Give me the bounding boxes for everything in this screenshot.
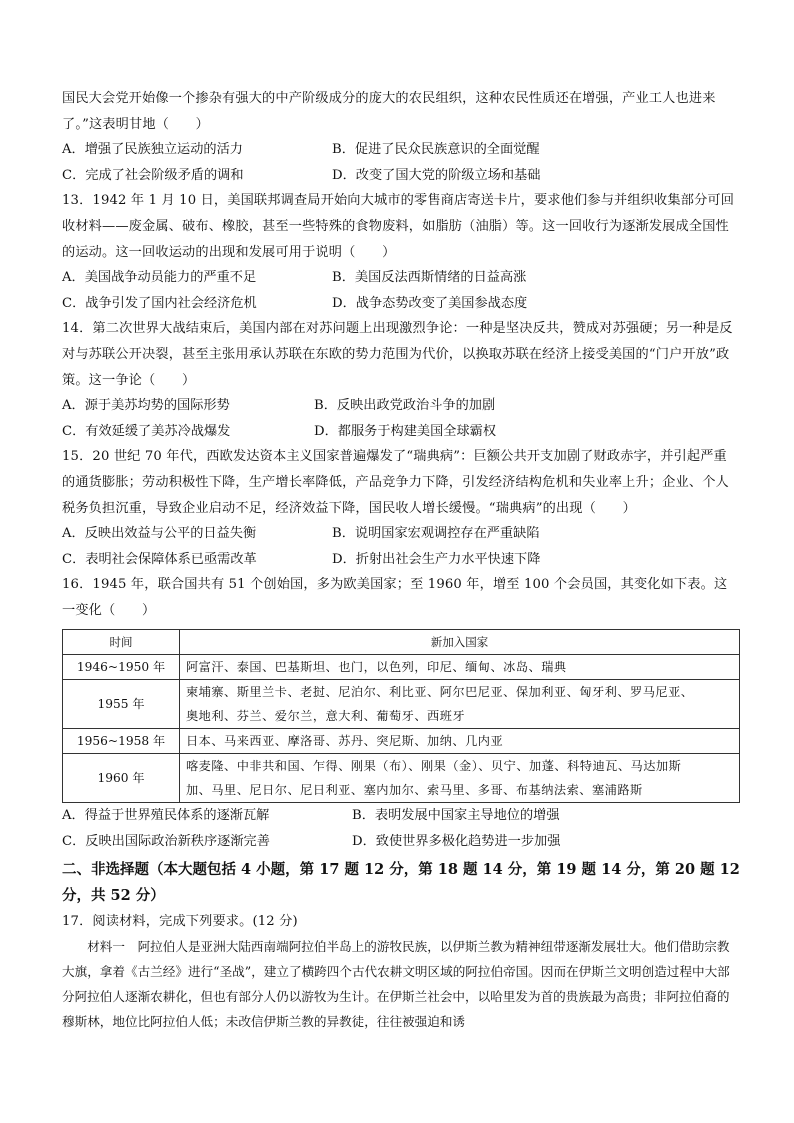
table-cell-time: 1960 年 xyxy=(63,754,180,803)
q15-option-d[interactable]: D．折射出社会生产力水平快速下降 xyxy=(332,551,541,567)
q15-stem: 15．20 世纪 70 年代，西欧发达资本主义国家普遍爆发了“瑞典病”：巨额公共开支加剧了财政赤字，并引起严重的通货膨胀；劳动积极性下降，生产增长率降低，产品竞争力下降，引发经济结构危机和失业率上升；企业、个人税务负担沉重，导致企业启动不足，经济效益下降，国民收人增长缓慢。“瑞典病”的出现（ ） xyxy=(62,449,729,516)
q14-option-d[interactable]: D．都服务于构建美国全球霸权 xyxy=(314,423,497,439)
table-cell-countries xyxy=(180,754,740,803)
q12-options-row1 xyxy=(62,137,740,163)
q16-stem: 16．1945 年，联合国共有 51 个创始国，多为欧美国家；至 1960 年，增至 100 个会员国，其变化如下表。这一变化（ ） xyxy=(62,577,728,618)
countries-line: 喀麦隆、中非共和国、乍得、刚果（布）、刚果（金）、贝宁、加蓬、科特迪瓦、马达加斯 xyxy=(186,759,682,774)
table-cell-time: 1946~1950 年 xyxy=(63,655,180,680)
countries-line: 阿富汗、泰国、巴基斯坦、也门，以色列，印尼、缅甸、冰岛、瑞典 xyxy=(186,660,567,675)
q16-option-d[interactable]: D．致使世界多极化趋势进一步加强 xyxy=(352,834,561,850)
q13-options-row2 xyxy=(62,291,740,317)
q16-options-row2 xyxy=(62,829,740,855)
q16-option-b[interactable]: B．表明发展中国家主导地位的增强 xyxy=(352,808,560,824)
q13-option-a[interactable]: A．美国战争动员能力的严重不足 xyxy=(62,270,257,286)
q12-options-row2 xyxy=(62,163,740,189)
table-row xyxy=(63,655,740,680)
table-cell-time: 1956~1958 年 xyxy=(63,729,180,754)
q13-options-row1 xyxy=(62,265,740,291)
table-header-row xyxy=(63,630,740,655)
q16-table xyxy=(62,629,740,803)
table-header-countries: 新加入国家 xyxy=(180,630,740,655)
countries-line: 日本、马来西亚、摩洛哥、苏丹、突尼斯、加纳、几内亚 xyxy=(186,734,504,749)
section-heading: 二、非选择题（本大题包括 4 小题，第 17 题 12 分，第 18 题 14 分，第 19 题 14 分，第 20 题 12 分，共 52 分） xyxy=(62,860,740,904)
q17-stem: 17．阅读材料，完成下列要求。(12 分) xyxy=(62,913,298,929)
q13-stem: 13．1942 年 1 月 10 日，美国联邦调查局开始向大城市的零售商店寄送卡片，要求他们参与并组织收集部分可回收材料——废金属、破布、橡胶，甚至一些特殊的食物废料，如脂肪（油脂）等。这一回收行为逐渐发展成全国性的运动。这一回收运动的出现和发展可用于说明（ ） xyxy=(62,193,735,260)
q14-option-a[interactable]: A．源于美苏均势的国际形势 xyxy=(62,398,230,414)
q12-stem: 国民大会党开始像一个掺杂有强大的中产阶级成分的庞大的农民组织，这种农民性质还在增强，产业工人也进来了。”这表明甘地（ ） xyxy=(62,91,716,132)
countries-line: 柬埔寨、斯里兰卡、老挝、尼泊尔、利比亚、阿尔巴尼亚、保加利亚、匈牙利、罗马尼亚、 xyxy=(186,685,694,700)
q15-options-row2 xyxy=(62,547,740,573)
table-row xyxy=(63,729,740,754)
table-cell-time: 1955 年 xyxy=(63,680,180,729)
q13-option-b[interactable]: B．美国反法西斯情绪的日益高涨 xyxy=(332,270,527,286)
table-cell-countries xyxy=(180,680,740,729)
q14-stem: 14．第二次世界大战结束后，美国内部在对苏问题上出现激烈争论：一种是坚决反共，赞成对苏强硬；另一种是反对与苏联公开决裂，甚至主张用承认苏联在东欧的势力范围为代价，以换取苏联在经济上接受美国的“门户开放”政策。这一争论（ ） xyxy=(62,321,733,388)
q14-options-row2 xyxy=(62,419,740,445)
q16-options-row1 xyxy=(62,803,740,829)
q12-option-a[interactable]: A．增强了民族独立运动的活力 xyxy=(62,142,243,158)
q13-option-c[interactable]: C．战争引发了国内社会经济危机 xyxy=(62,295,257,311)
q12-option-b[interactable]: B．促进了民众民族意识的全面觉醒 xyxy=(332,142,540,158)
q14-options-row1 xyxy=(62,393,740,419)
table-header-time: 时间 xyxy=(63,630,180,655)
countries-line: 加、马里、尼日尔、尼日利亚、塞内加尔、索马里、多哥、布基纳法索、塞浦路斯 xyxy=(186,783,643,798)
q14-option-b[interactable]: B．反映出政党政治斗争的加剧 xyxy=(314,398,496,414)
table-row xyxy=(63,754,740,803)
q15-option-b[interactable]: B．说明国家宏观调控存在严重缺陷 xyxy=(332,526,540,542)
q15-option-a[interactable]: A．反映出效益与公平的日益失衡 xyxy=(62,526,257,542)
q13-option-d[interactable]: D．战争态势改变了美国参战态度 xyxy=(332,295,528,311)
q12-option-d[interactable]: D．改变了国大党的阶级立场和基础 xyxy=(332,167,541,183)
q17-material: 材料一 阿拉伯人是亚洲大陆西南端阿拉伯半岛上的游牧民族，以伊斯兰教为精神纽带逐渐发展壮大。他们借助宗教大旗，拿着《古兰经》进行“圣战”，建立了横跨四个古代农耕文明区域的阿拉伯帝国。因而在伊斯兰文明创造过程中大部分阿拉伯人逐渐农耕化，但也有部分人仍以游牧为生计。在伊斯兰社会中，以哈里发为首的贵族最为高贵；非阿拉伯裔的穆斯林，地位比阿拉伯人低；未改信伊斯兰教的异教徒，往往被强迫和诱 xyxy=(62,939,730,1030)
q14-option-c[interactable]: C．有效延缓了美苏冷战爆发 xyxy=(62,423,231,439)
q16-option-c[interactable]: C．反映出国际政治新秩序逐渐完善 xyxy=(62,834,270,850)
q15-option-c[interactable]: C．表明社会保障体系已亟需改革 xyxy=(62,551,257,567)
q15-options-row1 xyxy=(62,521,740,547)
q12-option-c[interactable]: C．完成了社会阶级矛盾的调和 xyxy=(62,167,244,183)
table-row xyxy=(63,680,740,729)
table-cell-countries xyxy=(180,729,740,754)
exam-page xyxy=(62,86,740,1034)
q16-option-a[interactable]: A．得益于世界殖民体系的逐渐瓦解 xyxy=(62,808,270,824)
table-cell-countries xyxy=(180,655,740,680)
countries-line: 奥地利、芬兰、爱尔兰，意大利、葡萄牙、西班牙 xyxy=(186,709,466,724)
